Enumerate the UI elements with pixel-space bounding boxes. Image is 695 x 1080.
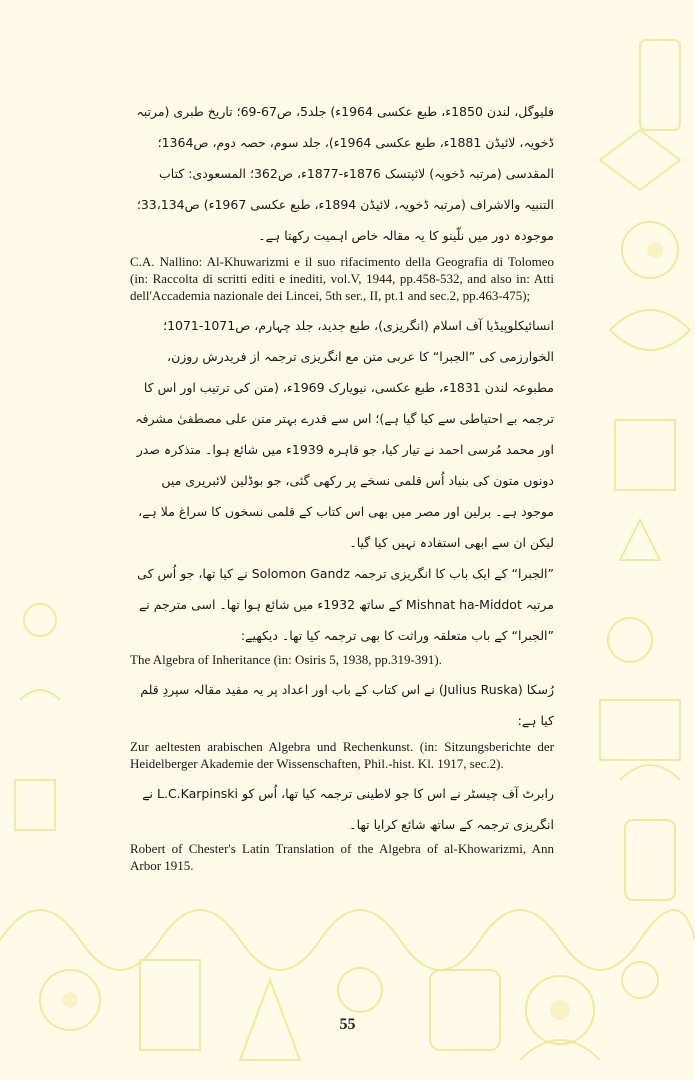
english-reference-chester: Robert of Chester's Latin Translation of the Algebra of al-Khowarizmi, Ann Arbor 1915.: [130, 841, 554, 873]
urdu-paragraph-gandz: [130, 558, 554, 651]
page-number: 55: [339, 1016, 356, 1033]
english-reference-inheritance: The Algebra of Inheritance (in: Osiris 5, 1938, pp.319-391).: [130, 652, 442, 667]
english-reference-nallino: C.A. Nallino: Al-Khuwarizmi e il suo rifacimento della Geografia di Tolomeo (in: Raccolta di scritti editi e inediti, vol.V, 1944, pp.458-532, and also in: Atti dell'Accademia nazionale dei Lincei, 5th ser., II, pt.1 and sec.2, pp.463-475);: [130, 254, 554, 303]
author-name: (Julius Ruska): [438, 682, 523, 697]
author-name: Solomon Gandz: [251, 566, 350, 581]
urdu-text: نے انگریزی ترجمہ کے ساتھ شائع کرایا تھا۔: [142, 786, 554, 832]
page-content: [130, 96, 554, 874]
english-reference-ruska: Zur aeltesten arabischen Algebra und Rechenkunst. (in: Sitzungsberichte der Heidelberger Akademie der Wissenschaften, Phil.-hist. Kl. 1917, sec.2).: [130, 739, 554, 771]
author-name: L.C.Karpinski: [157, 786, 238, 801]
book-title: Mishnat ha-Middot: [405, 597, 522, 612]
urdu-text: رُسکا: [526, 682, 554, 697]
urdu-text: کے ساتھ 1932ء میں شائع ہوا تھا۔ اسی مترجم نے ”الجبرا“ کے باب متعلقہ وراثت کا بھی ترجمہ کیا تھا۔ دیکھیے:: [138, 597, 554, 643]
urdu-text: نے کیا تھا، جو اُس کی مرتبہ: [137, 566, 554, 612]
urdu-paragraph-sources: فلیوگل، لندن 1850ء، طبع عکسی 1964ء) جلد5، ص67-69؛ تاریخ طبری (مرتبہ ڈخویہ، لائیڈن 1881ء، طبع عکسی 1964ء)، جلد سوم، حصہ دوم، ص1364؛ المقدسی (مرتبہ ڈخویہ) لائپتسک 1876ء-1877ء، ص362؛ المسعودی: کتاب التنبیہ والاشراف (مرتبہ ڈخویہ، لائیڈن 1894ء، طبع عکسی 1967ء) ص33،134؛ موجودہ دور میں نلّینو کا یہ مقالہ خاص اہمیت رکھتا ہے۔: [136, 104, 554, 243]
urdu-paragraph-algebra-text: الخوارزمی کی ”الجبرا“ کا عربی متن مع انگریزی ترجمہ از فریدرش روزن، مطبوعہ لندن 1831ء، طبع عکسی، نیویارک 1969ء، (متن کی ترتیب اور اس کا ترجمہ بے احتیاطی سے کیا گیا ہے)؛ اس سے قدرے بہتر متن علی مصطفیٰ مشرفہ اور محمد مُرسی احمد نے تیار کیا، جو قاہرہ 1939ء میں شائع ہوا۔ متذکرہ صدر دونوں متون کی بنیاد اُس قلمی نسخے پر رکھی گئی، جو بوڈلین لائبریری میں موجود ہے۔ برلین اور مصر میں بھی اس کتاب کے قلمی نسخوں کا سراغ ملا ہے، لیکن ان سے ابھی استفادہ نہیں کیا گیا۔: [135, 349, 554, 550]
urdu-paragraph-encyclopedia: انسائیکلوپیڈیا آف اسلام (انگریزی)، طبع جدید، جلد چہارم، ص1071-1071؛: [163, 318, 554, 333]
urdu-text: ”الجبرا“ کے ایک باب کا انگریزی ترجمہ: [353, 566, 554, 581]
urdu-paragraph-karpinski: [130, 778, 554, 840]
urdu-text: نے اس کتاب کے باب اور اعداد پر یہ مفید مقالہ سپردِ قلم کیا ہے:: [140, 682, 554, 728]
urdu-paragraph-ruska: [130, 674, 554, 736]
urdu-text: رابرٹ آف چیسٹر نے اس کا جو لاطینی ترجمہ کیا تھا، اُس کو: [241, 786, 554, 801]
